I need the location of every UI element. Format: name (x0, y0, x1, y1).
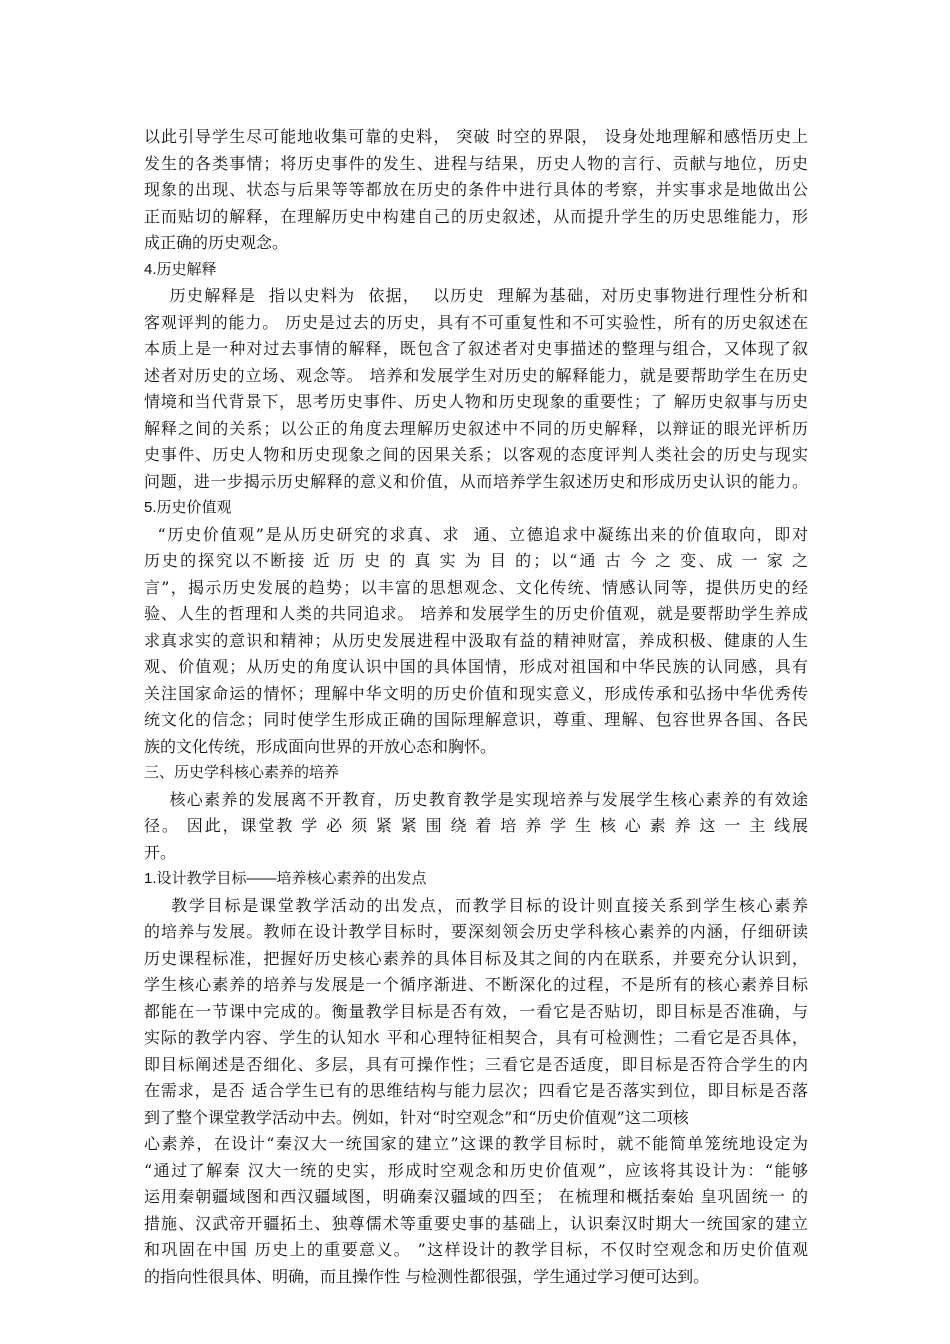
text-line: “历史价值观”是从历史研究的求真、求 通、立德追求中凝练出来的价值取向，即对 (144, 524, 808, 544)
section-heading: 4.历史解释 (144, 260, 217, 278)
text-line: 情境和当代背景下，思考历史事件、历史人物和历史现象的重要性；了 解历史叙事与历史 (144, 392, 808, 411)
text-line: “通过了解秦 汉大一统的史实，形成时空观念和历史价值观”，应该将其设计为：“能够 (144, 1160, 808, 1180)
text-line: 历史解释是 指以史料为 依据， 以历史 理解为基础，对历史事物进行理性分析和 (144, 286, 808, 305)
text-line: 统文化的信念；同时使学生形成正确的国际理解意识，尊重、理解、包容世界各国、各民 (144, 710, 808, 729)
text-line: 客观评判的能力。 历史是过去的历史，具有不可重复性和不可实验性，所有的历史叙述在 (144, 312, 808, 332)
text-line: 验、人生的哲理和人类的共同追求。 培养和发展学生的历史价值观，就是要帮助学生养成 (144, 604, 808, 623)
text-line: 运用秦朝疆域图和西汉疆域图，明确秦汉疆域的四至； 在梳理和概括秦始 皇巩固统一 的 (144, 1187, 808, 1206)
text-line: 成正确的历史观念。 (144, 233, 289, 252)
text-line: 问题，进一步揭示历史解释的意义和价值，从而培养学生叙述历史和形成历史认识的能力。 (144, 471, 808, 491)
text-line: 教学目标是课堂教学活动的出发点，而教学目标的设计则直接关系到学生核心素养 (144, 895, 808, 915)
text-line: 言”，揭示历史发展的趋势；以丰富的思想观念、文化传统、情感认同等，提供历史的经 (144, 577, 808, 597)
text-line: 正而贴切的解释，在理解历史中构建自己的历史叙述，从而提升学生的历史思维能力，形 (144, 206, 808, 226)
section-heading: 1.设计教学目标——培养核心素养的出发点 (144, 870, 427, 887)
text-line: 措施、汉武帝开疆拓土、独尊儒术等重要史事的基础上，认识秦汉时期大一统国家的建立 (144, 1213, 808, 1233)
text-line: 的指向性很具体、明确，而且操作性 与检测性都很强，学生通过学习便可达到。 (144, 1266, 710, 1286)
text-line: 学生核心素养的培养与发展是一个循序渐进、不断深化的过程，不是所有的核心素养目标 (144, 975, 808, 994)
text-line: 在需求，是否 适合学生已有的思维结构与能力层次；四看它是否落实到位，即目标是否落 (144, 1081, 808, 1100)
section-heading: 三、历史学科核心素养的培养 (144, 764, 340, 781)
text-line: 历史的探究以不断接 近 历 史 的 真 实 为 目 的；以“通 古 今 之 变、成 一 家 之 (144, 551, 808, 570)
text-line: 的培养与发展。教师在设计教学目标时，要深刻领会历史学科核心素养的内涵，仔细研读 (144, 922, 808, 941)
text-line: 观、价值观；从历史的角度认识中国的具体国情，形成对祖国和中华民族的认同感，具有 (144, 657, 808, 676)
text-line: 和巩固在中国 历史上的重要意义。 ”这样设计的教学目标，不仅时空观念和历史价值观 (144, 1240, 808, 1259)
text-line: 求真求实的意识和精神；从历史发展进程中汲取有益的精神财富，养成积极、健康的人生 (144, 630, 808, 650)
text-line: 发生的各类事情；将历史事件的发生、进程与结果，历史人物的言行、贡献与地位，历史 (144, 153, 808, 173)
text-line: 族的文化传统，形成面向世界的开放心态和胸怀。 (144, 736, 497, 756)
text-line: 都能在一节课中完成的。衡量教学目标是否有效，一看它是否贴切，即目标是否准确，与 (144, 1001, 808, 1021)
text-line: 现象的出现、状态与后果等等都放在历史的条件中进行具体的考察，并实事求是地做出公 (144, 180, 808, 199)
text-line: 述者对历史的立场、观念等。 培养和发展学生对历史的解释能力，就是要帮助学生在历史 (144, 365, 808, 385)
text-line: 径。 因此，课堂教 学 必 须 紧 紧 围 绕 着 培 养 学 生 核 心 素 养 这 一 主 线展 (144, 816, 808, 835)
text-line: 历史课程标准，把握好历史核心素养的具体目标及其之间的内在联系，并要充分认识到， (144, 948, 808, 968)
text-line: 开。 (144, 842, 177, 862)
text-line: 本质上是一种对过去事情的解释，既包含了叙述者对史事描述的整理与组合，又体现了叙 (144, 339, 808, 358)
text-line: 以此引导学生尽可能地收集可靠的史料， 突破 时空的界限， 设身处地理解和感悟历史上 (144, 127, 808, 146)
text-line: 到了整个课堂教学活动中去。例如，针对“时空观念”和“历史价值观”这二项核 (144, 1107, 689, 1127)
text-line: 核心素养的发展离不开教育，历史教育教学是实现培养与发展学生核心素养的有效途 (144, 789, 808, 809)
document-page (144, 124, 808, 1290)
section-heading: 5.历史价值观 (144, 499, 232, 516)
text-line: 史事件、历史人物和历史现象之间的因果关系；以客观的态度评判人类社会的历史与现实 (144, 445, 808, 464)
text-line: 解释之间的关系；以公正的角度去理解历史叙述中不同的历史解释，以辩证的眼光评析历 (144, 418, 808, 438)
text-line: 关注国家命运的情怀；理解中华文明的历史价值和现实意义，形成传承和弘扬中华优秀传 (144, 683, 808, 703)
text-line: 心素养，在设计“秦汉大一统国家的建立”这课的教学目标时，就不能简单笼统地设定为 (144, 1134, 808, 1153)
text-line: 即目标阐述是否细化、多层，具有可操作性；三看它是否适度，即目标是否符合学生的内 (144, 1054, 808, 1074)
text-line: 实际的教学内容、学生的认知水 平和心理特征相契合，具有可检测性；二看它是否具体， (144, 1028, 808, 1047)
